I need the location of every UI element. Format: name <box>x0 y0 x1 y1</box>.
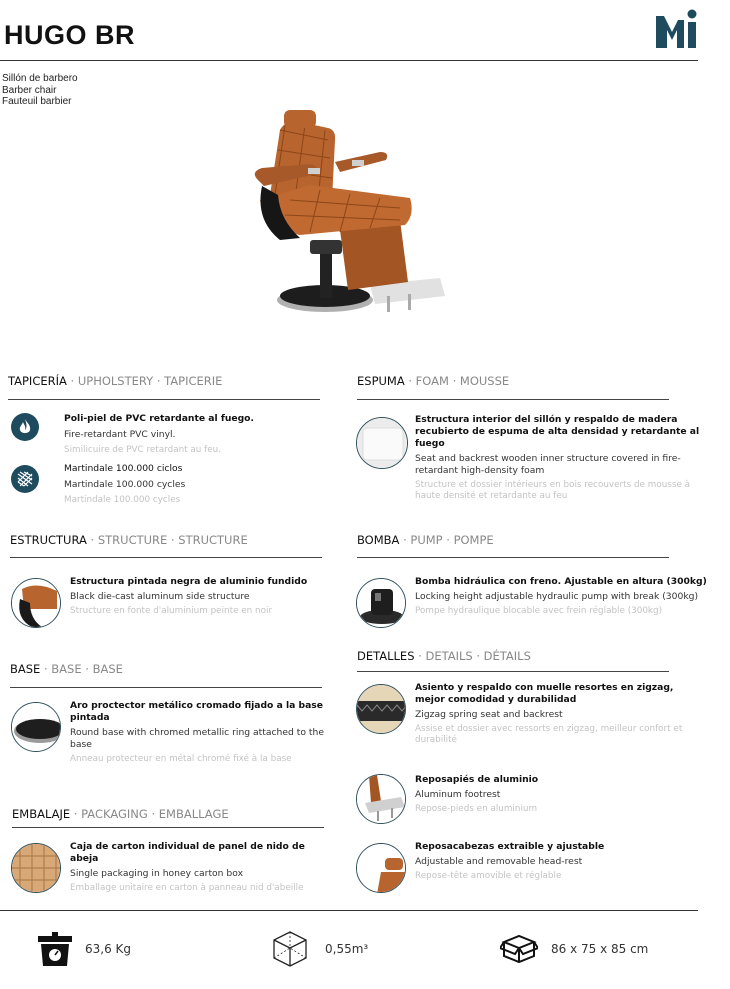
upholstery-divider <box>8 399 320 400</box>
details-en-1: Zigzag spring seat and backrest <box>415 709 563 720</box>
pump-fr: Pompe hydraulique blocable avec frein réglable (300kg) <box>415 606 663 616</box>
brand-logo <box>654 8 700 50</box>
packaging-es: Caja de carton individual de panel de nido de abeja <box>70 841 305 864</box>
pump-thumbnail <box>356 578 406 628</box>
packaging-en: Single packaging in honey carton box <box>70 868 244 879</box>
pump-divider <box>357 557 669 558</box>
packaging-thumbnail <box>11 843 61 893</box>
foam-fr: Structure et dossier intérieurs en bois recouverts de mousse à haute densité et retardante au feu <box>415 480 691 501</box>
subtitle-fr: Fauteuil barbier <box>2 96 72 107</box>
packaging-divider <box>12 827 324 828</box>
product-title: HUGO BR <box>4 20 135 50</box>
details-en-3: Adjustable and removable head-rest <box>415 856 583 867</box>
details-fr-2: Repose-pieds en aluminium <box>415 804 538 814</box>
upholstery-item-2 <box>64 463 314 506</box>
details-item-2 <box>415 774 700 815</box>
base-fr: Anneau protecteur en métal chromé fixé à la base <box>70 754 292 764</box>
section-title-pump: BOMBA · PUMP · POMPE <box>357 533 494 547</box>
upholstery-es-2: Martindale 100.000 ciclos <box>64 463 183 474</box>
subtitle-en: Barber chair <box>2 84 57 96</box>
details-fr-1: Assise et dossier avec ressorts en zigzag, meilleur confort et durabilité <box>415 724 683 745</box>
scale-icon <box>38 930 72 968</box>
base-en: Round base with chromed metallic ring attached to the base <box>70 727 324 750</box>
structure-en: Black die-cast aluminum side structure <box>70 591 250 602</box>
pump-description <box>415 576 715 617</box>
section-title-packaging: EMBALAJE · PACKAGING · EMBALLAGE <box>12 807 229 821</box>
footrest-thumbnail <box>356 774 406 824</box>
details-item-1 <box>415 682 700 746</box>
section-title-details: DETALLES · DETAILS · DÉTAILS <box>357 649 531 663</box>
details-item-3 <box>415 841 700 882</box>
cube-icon <box>272 930 308 968</box>
box-icon <box>500 932 538 964</box>
details-es-1: Asiento y respaldo con muelle resortes en zigzag, mejor comodidad y durabilidad <box>415 682 674 705</box>
foam-thumbnail <box>356 417 408 469</box>
pump-es: Bomba hidráulica con freno. Ajustable en altura (300kg) <box>415 576 707 587</box>
details-es-2: Reposapiés de aluminio <box>415 774 539 785</box>
details-divider <box>357 671 669 672</box>
subtitle-es: Sillón de barbero <box>2 73 78 84</box>
base-thumbnail <box>11 702 61 752</box>
springs-thumbnail <box>356 684 406 734</box>
foam-es: Estructura interior del sillón y respaldo de madera recubierto de espuma de alta densidad y retardante al fuego <box>415 414 700 449</box>
product-subtitles <box>2 73 78 108</box>
pump-en: Locking height adjustable hydraulic pump with break (300kg) <box>415 591 699 602</box>
base-es: Aro proctector metálico cromado fijado a la base pintada <box>70 700 323 723</box>
dimensions-value: 86 x 75 x 85 cm <box>551 942 649 956</box>
header-divider <box>0 60 698 61</box>
footer-divider <box>0 910 698 911</box>
mesh-icon <box>11 465 39 493</box>
structure-es: Estructura pintada negra de aluminio fundido <box>70 576 308 587</box>
foam-divider <box>357 399 669 400</box>
headrest-thumbnail <box>356 843 406 893</box>
details-en-2: Aluminum footrest <box>415 789 501 800</box>
packaging-description <box>70 841 330 894</box>
structure-fr: Structure en fonte d'aluminium peinte en noir <box>70 606 273 616</box>
details-es-3: Reposacabezas extraible y ajustable <box>415 841 605 852</box>
upholstery-item-1 <box>64 413 314 456</box>
weight-value: 63,6 Kg <box>85 942 132 956</box>
section-title-structure: ESTRUCTURA · STRUCTURE · STRUCTURE <box>10 533 248 547</box>
section-title-foam: ESPUMA · FOAM · MOUSSE <box>357 374 510 388</box>
structure-description <box>70 576 320 617</box>
barber-chair-image <box>240 100 455 328</box>
structure-thumbnail <box>11 578 61 628</box>
section-title-base: BASE · BASE · BASE <box>10 662 123 676</box>
upholstery-fr-1: Similicuire de PVC retardant au feu. <box>64 445 222 455</box>
packaging-fr: Emballage unitaire en carton à panneau nid d'abeille <box>70 883 304 893</box>
section-title-upholstery: TAPICERÍA · UPHOLSTERY · TAPICERIE <box>8 374 223 388</box>
details-fr-3: Repose-tête amovible et réglable <box>415 871 562 881</box>
upholstery-en-2: Martindale 100.000 cycles <box>64 479 186 490</box>
base-description <box>70 700 332 765</box>
upholstery-fr-2: Martindale 100.000 cycles <box>64 495 181 505</box>
base-divider <box>10 687 322 688</box>
upholstery-en-1: Fire-retardant PVC vinyl. <box>64 429 176 440</box>
foam-description <box>415 414 710 502</box>
foam-en: Seat and backrest wooden inner structure covered in fire-retardant high-density foam <box>415 453 681 476</box>
structure-divider <box>10 557 322 558</box>
flame-icon <box>11 413 39 441</box>
volume-value: 0,55m³ <box>325 942 369 956</box>
upholstery-es-1: Poli-piel de PVC retardante al fuego. <box>64 413 254 424</box>
